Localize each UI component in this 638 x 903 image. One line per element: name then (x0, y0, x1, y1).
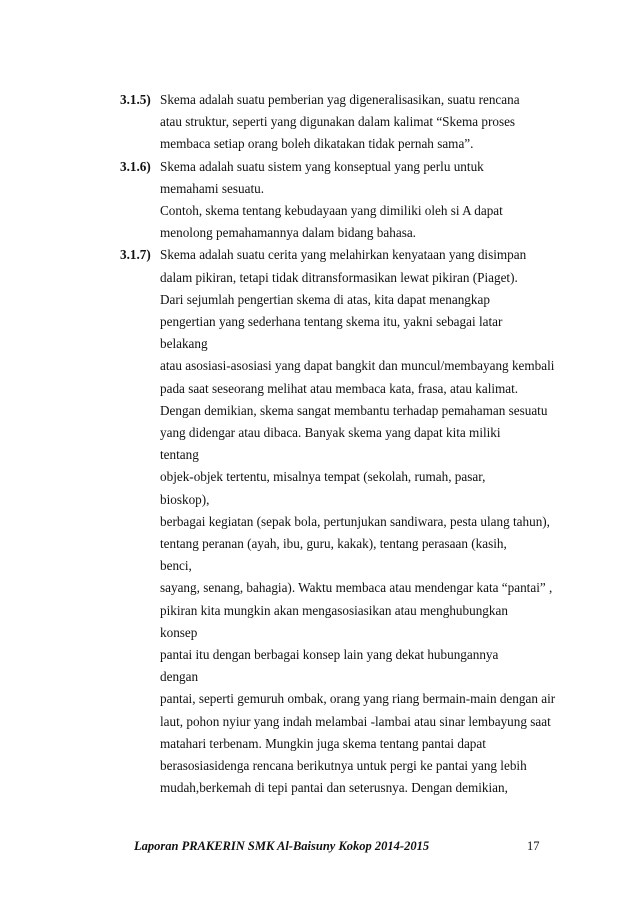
text-line: mudah,berkemah di tepi pantai dan seterusnya. Dengan demikian, (160, 780, 508, 796)
page-number: 17 (527, 839, 540, 853)
text-line: Dari sejumlah pengertian skema di atas, kita dapat menangkap (160, 291, 490, 307)
text-line: Contoh, skema tentang kebudayaan yang dimiliki oleh si A dapat (160, 203, 503, 218)
text-line: dengan (160, 669, 199, 685)
text-line: objek-objek tertentu, misalnya tempat (sekolah, rumah, pasar, (160, 469, 486, 485)
text-line: Skema adalah suatu sistem yang konseptual yang perlu untuk (160, 158, 484, 174)
text-line: pantai itu dengan berbagai konsep lain yang dekat hubungannya (160, 647, 499, 662)
text-line: memahami sesuatu. (160, 180, 265, 196)
text-line: dalam pikiran, tetapi tidak ditransformasikan lewat pikiran (Piaget). (160, 269, 518, 285)
text-line: Skema adalah suatu cerita yang melahirkan kenyataan yang disimpan (160, 247, 527, 263)
text-line: menolong pemahamannya dalam bidang bahasa. (160, 225, 416, 241)
text-line: berasosiasidenga rencana berikutnya untuk pergi ke pantai yang lebih (160, 758, 527, 773)
text-line: atau asosiasi-asosiasi yang dapat bangkit dan muncul/membayang kembali (160, 358, 555, 374)
text-line: bioskop), (160, 491, 210, 507)
text-line: membaca setiap orang boleh dikatakan tidak pernah sama”. (160, 136, 474, 152)
footer-title: Laporan PRAKERIN SMK Al-Baisuny Kokop 2014-2015 (134, 839, 430, 853)
text-line: tentang (160, 447, 199, 463)
text-line: berbagai kegiatan (sepak bola, pertunjukan sandiwara, pesta ulang tahun), (160, 513, 550, 529)
text-line: konsep (160, 624, 198, 640)
text-line: sayang, senang, bahagia). Waktu membaca atau mendengar kata “pantai” , (160, 580, 553, 596)
text-line: pikiran kita mungkin akan mengasosiasikan atau menghubungkan (160, 602, 508, 618)
text-line: tentang peranan (ayah, ibu, guru, kakak), tentang perasaan (kasih, (160, 536, 507, 551)
text-line: pada saat seseorang melihat atau membaca kata, frasa, atau kalimat. (160, 380, 519, 396)
text-line: belakang (160, 336, 208, 352)
text-line: yang didengar atau dibaca. Banyak skema yang dapat kita miliki (160, 425, 501, 440)
item-number: 3.1.7) (120, 247, 151, 263)
text-line: pengertian yang sederhana tentang skema itu, yakni sebagai latar (160, 314, 503, 329)
text-line: benci, (160, 558, 192, 574)
text-line: Skema adalah suatu pemberian yag digeneralisasikan, suatu rencana (160, 92, 520, 107)
text-line: laut, pohon nyiur yang indah melambai -lambai atau sinar lembayung saat (160, 713, 551, 729)
item-number: 3.1.6) (120, 158, 151, 174)
text-line: Dengan demikian, skema sangat membantu terhadap pemahaman sesuatu (160, 402, 548, 418)
item-number: 3.1.5) (120, 92, 151, 107)
text-line: pantai, seperti gemuruh ombak, orang yang riang bermain-main dengan air (160, 691, 556, 707)
text-line: atau struktur, seperti yang digunakan dalam kalimat “Skema proses (160, 114, 516, 130)
text-line: matahari terbenam. Mungkin juga skema tentang pantai dapat (160, 735, 486, 751)
